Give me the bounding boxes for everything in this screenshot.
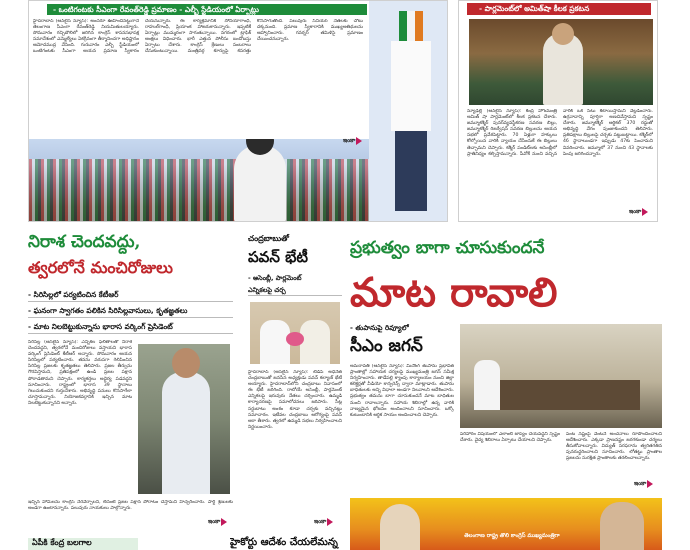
ktr-head <box>172 348 200 378</box>
arrow-right-icon <box>221 518 227 526</box>
ktr-body-left: సిరిసిల్ల (ఆన్‌లైన్‌ న్యూస్‌): ఎన్నికల ఫలితాలతో నిరాశ చెందవద్దని, త్వరలోనే మంచిరోజులు వస్తాయని భారాస వర్కింగ్‌ ప్రెసిడెంట్‌ కేటీఆర్‌ అన్నారు. సోమవారం ఆయన సిరిసిల్లలో పర్యటించారు. తనను వరుసగా గెలిపించిన సిరిసిల్ల ప్రజలకు కృతజ్ఞతలు తెలిపారు. ప్రజల తీర్పును గౌరవిస్తామని, ప్రతిపక్షంలో ఉండి ప్రజల పక్షాన పోరాడతామని చెప్పారు. కార్యకర్తలు అధైర్య పడవద్దని సూచించారు. రాష్ట్రంలో భారాస 39 స్థానాలు గెలుచుకుందని గుర్తుచేశారు. అభివృద్ధి పనులు కొనసాగేలా చూస్తామన్నారు. నియోజకవర్గానికి ఇచ్చిన మాట నిలబెట్టుకున్నానని అన్నారు. <box>28 340 132 406</box>
top-right-more-button[interactable] <box>629 208 648 216</box>
ktr-headline-line1: నిరాశ చెందవద్దు, <box>28 232 141 252</box>
ktr-figure <box>162 372 210 494</box>
pawan-photo <box>250 302 340 364</box>
portrait-body <box>391 41 431 131</box>
pawan-kicker: చంద్రబాబుతో <box>248 234 289 243</box>
more-label: ఇంకా <box>634 480 647 487</box>
cm-figure <box>474 360 500 410</box>
pawan-headline: పవన్‌ భేటీ <box>248 248 308 266</box>
banner-text: తెలంగాణ రాష్ట్ర తొలి కాంగ్రెస్‌ ముఖ్యమంత్రిగా <box>464 533 560 539</box>
ktr-bullet-1: - సిరిసిల్లలో పర్యటించిన కేటీఆర్‌ <box>28 290 233 302</box>
meeting-table <box>490 380 640 410</box>
jagan-body-left: అమరావతి (ఆన్‌లైన్‌ న్యూస్‌): మిచౌంగ్‌ తుపాను ప్రభావిత ప్రాంతాల్లో సహాయక చర్యలపై ముఖ్యమంత్రి జగన్‌ సమీక్ష నిర్వహించారు. తాడేపల్లి క్యాంపు కార్యాలయం నుంచి జిల్లా కలెక్టర్లతో వీడియో కాన్ఫరెన్స్‌ ద్వారా మాట్లాడారు. తుపాను బాధితులకు అన్ని విధాలా అండగా నిలవాలని ఆదేశించారు. ప్రభుత్వం తమను బాగా చూసుకుందనే మాట బాధితుల నుంచి రావాలన్నారు. సహాయ శిబిరాల్లో ఉన్న వారికి నాణ్యమైన భోజనం అందించాలని సూచించారు. ఒక్కో కుటుంబానికి ఆర్థిక సాయం అందించాలని చెప్పారు. <box>350 364 454 418</box>
ktr-photo <box>138 344 230 494</box>
speaker-head <box>552 23 574 45</box>
bottom-mid-teaser: హైకోర్టు ఆదేశం చేయలేమన్న <box>230 537 338 548</box>
amit-shah-photo <box>469 19 653 105</box>
jagan-headline-small: ప్రభుత్వం బాగా చూసుకుందనే <box>350 238 545 258</box>
top-left-more-button[interactable] <box>343 137 362 145</box>
person-figure <box>234 145 286 222</box>
pawan-sub1: - అసెంబ్లీ, పార్లమెంట్‌ <box>248 274 302 282</box>
pawan-body: హైదరాబాద్‌ (ఆన్‌లైన్‌ న్యూస్‌): టీడీపీ అధినేత చంద్రబాబుతో జనసేన అధ్యక్షుడు పవన్‌ కల్యాణ్‌ భేటీ అయ్యారు. హైదరాబాద్‌లోని చంద్రబాబు నివాసంలో ఈ భేటీ జరిగింది. రాబోయే అసెంబ్లీ, పార్లమెంట్‌ ఎన్నికలపై ఇరువురు నేతలు చర్చించారు. ఉమ్మడి కార్యాచరణపై సమాలోచనలు జరిపారు. సీట్ల సర్దుబాటు అంశం కూడా చర్చకు వచ్చినట్లు సమాచారం. ఇటీవల చంద్రబాబు ఆరోగ్యంపై పవన్‌ ఆరా తీశారు. త్వరలో ఉమ్మడి సభలు నిర్వహించాలని నిర్ణయించారు. <box>248 370 342 430</box>
jagan-body-right: పంట నష్టంపై వెంటనే అంచనాలు రూపొందించాలని ఆదేశించారు. ఎక్కడా ప్రాణనష్టం జరగకుండా చర్యలు తీసుకోవాలన్నారు. విద్యుత్‌ సరఫరాను త్వరితగతిన పునరుద్ధరించాలని సూచించారు. లోతట్టు ప్రాంతాల ప్రజలను సురక్షిత ప్రాంతాలకు తరలించాలన్నారు. <box>566 432 662 462</box>
top-right-body: న్యూఢిల్లీ (ఆన్‌లైన్‌ న్యూస్‌): కేంద్ర హోంమంత్రి అమిత్‌ షా పార్లమెంట్‌లో కీలక ప్రకటన చేశారు. జమ్మూకశ్మీర్‌ పునర్‌వ్యవస్థీకరణ సవరణ బిల్లు, జమ్మూకశ్మీర్‌ రిజర్వేషన్‌ సవరణ బిల్లులను ఆయన సభలో ప్రవేశపెట్టారు. 70 ఏళ్లుగా హక్కులు కోల్పోయిన వారికి న్యాయం చేసేందుకే ఈ బిల్లులు తెచ్చామని చెప్పారు. కశ్మీర్‌ పండిట్‌లకు అసెంబ్లీలో ప్రాతినిధ్యం కల్పిస్తామన్నారు. పీవోకే నుంచి వచ్చిన వారికి ఒక సీటు కేటాయిస్తామని వెల్లడించారు. ఉగ్రవాదాన్ని పూర్తిగా అణచివేస్తామని స్పష్టం చేశారు. జమ్మూకశ్మీర్‌ ఆర్టికల్‌ 370 రద్దుతో అభివృద్ధి వేగం పుంజుకుందని తెలిపారు. ప్రతిపక్షాలు బిల్లులపై చర్చకు పట్టుబట్టాయి. కశ్మీర్‌లో 46 స్థానాలుండగా ఇప్పుడు 47కు పెంచామని వివరించారు. జమ్మూలో 37 నుంచి 43 స్థానాలకు పెంపు జరిగిందన్నారు. <box>467 109 653 157</box>
ktr-bullet-2: - ఘనంగా స్వాగతం పలికిన సిరిసిల్లవాసులు, కృతజ్ఞతలు <box>28 306 233 318</box>
jagan-headline-big: మాట రావాలి <box>350 269 558 316</box>
flower-bouquet <box>286 332 304 346</box>
top-left-body: హైదరాబాద్‌ (ఆన్‌లైన్‌ న్యూస్‌): అందరూ ఊహించినట్టుగానే తెలంగాణ సీఎంగా రేవంత్‌రెడ్డి నియమితులయ్యారు. సోమవారం గచ్చిబౌలిలో జరిగిన కాంగ్రెస్‌ శాసనసభాపక్ష సమావేశంలో ఎమ్మెల్యేలు ఏకగ్రీవంగా తీర్మానించగా అధిష్టానం ఆమోదముద్ర వేసింది. గురువారం ఎల్బీ స్టేడియంలో ఒంటిగంటకు సీఎంగా ఆయన ప్రమాణ స్వీకారం చేయనున్నారు. ఈ కార్యక్రమానికి సోనియాగాంధీ, రాహుల్‌గాంధీ, ప్రియాంక హాజరుకానున్నారు. ఇప్పటికే ఏర్పాట్లు ముమ్మరంగా సాగుతున్నాయి. నగరంలో ట్రాఫిక్‌ ఆంక్షలు విధించారు. భారీ ఎత్తున పోలీసు బందోబస్తు ఏర్పాటు చేశారు. కాంగ్రెస్‌ శ్రేణులు సంబరాలు చేసుకుంటున్నాయి. మంత్రివర్గ కూర్పుపై కసరత్తు కొనసాగుతోంది. పలువురు సీనియర్‌ నేతలకు చోటు దక్కనుంది. ప్రమాణ స్వీకారానికి ముఖ్యఅతిథులను ఆహ్వానించారు. గవర్నర్‌ తమిళిసై ప్రమాణం చేయించనున్నారు. <box>33 19 363 55</box>
jagan-story <box>350 232 662 494</box>
jagan-photo <box>460 324 662 428</box>
arrow-right-icon <box>356 137 362 145</box>
revanth-portrait <box>369 1 448 222</box>
pawan-more-button[interactable] <box>314 518 333 526</box>
jagan-name: సీఎం జగన్‌ <box>350 336 423 356</box>
top-right-kicker: - పార్లమెంట్‌లో అమిత్‌షా కీలక ప్రకటన <box>467 3 651 15</box>
ktr-more-button[interactable] <box>208 518 227 526</box>
more-label: ఇంకా <box>629 208 642 215</box>
portrait-legs <box>395 131 427 211</box>
top-right-story <box>458 0 658 222</box>
banner-portrait-right <box>600 502 644 550</box>
more-label: ఇంకా <box>208 518 221 525</box>
top-left-kicker: - ఒంటిగంటకు సీఎంగా రేవంత్‌రెడ్డి ప్రమాణం - ఎల్బీ స్టేడియంలో ఏర్పాట్లు <box>47 4 367 15</box>
bottom-left-teaser: ఏపీకి కేంద్ర బలగాల <box>28 538 138 550</box>
top-left-story <box>28 0 448 222</box>
pawan-story <box>248 232 342 532</box>
ktr-bullet-3: - మాట నిలబెట్టుకున్నాను భారాస వర్కింగ్‌ ప్రెసిడెంట్‌ <box>28 322 233 334</box>
pawan-sub2: ఎన్నికలపై చర్చ <box>248 286 342 296</box>
arrow-right-icon <box>642 208 648 216</box>
ktr-body-bottom: ఇచ్చిన హామీలను కాంగ్రెస్‌ నెరవేర్చాలని, లేదంటే ప్రజల పక్షాన పోరాటం చేస్తామని హెచ్చరించారు. పార్టీ శ్రేణులకు అండగా ఉంటానన్నారు. పలువురు నాయకులు పాల్గొన్నారు. <box>28 500 233 512</box>
more-label: ఇంకా <box>343 137 356 144</box>
ktr-headline-line2: త్వరలోనే మంచిరోజులు <box>28 258 173 277</box>
jagan-body-center: పరిహారం విషయంలో ఎలాంటి జాప్యం చేయవద్దని స్పష్టం చేశారు. వైద్య శిబిరాలు ఏర్పాటు చేయాలని చెప్పారు. <box>460 432 560 444</box>
bottom-banner <box>350 498 662 550</box>
pawan-figure-2 <box>300 320 330 364</box>
jagan-sub: - తుపానుపై రివ్యూలో <box>350 324 409 332</box>
pawan-figure-1 <box>260 320 290 364</box>
banner-portrait-left <box>380 504 420 550</box>
ktr-story <box>28 232 233 532</box>
arrow-right-icon <box>327 518 333 526</box>
jagan-more-button[interactable] <box>634 480 653 488</box>
more-label: ఇంకా <box>314 518 327 525</box>
arrow-right-icon <box>647 480 653 488</box>
